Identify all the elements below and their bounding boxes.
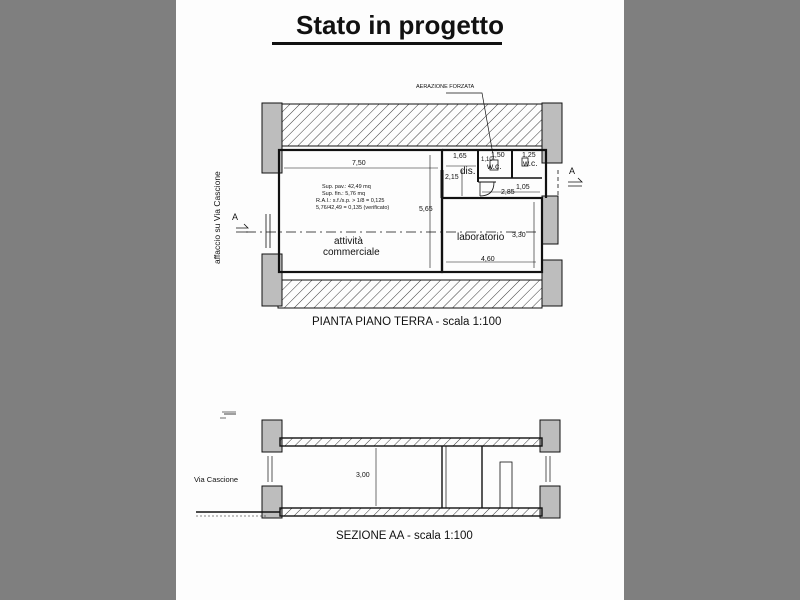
section-arrow-right	[568, 178, 582, 186]
room-label-hall: dis.	[460, 166, 476, 177]
dim-commercial-height: 5,65	[419, 206, 433, 213]
dim-wc2-width: 1,25	[522, 152, 536, 159]
surface-note-4: 5,76/42,49 = 0,135 (verificato)	[316, 205, 390, 211]
floor-plan	[236, 93, 582, 308]
plan-top-wall	[278, 104, 542, 146]
surface-note-1: Sup. pav.: 42,49 mq	[322, 184, 371, 190]
street-facade-label: affaccio su Via Cascione	[212, 171, 222, 264]
section-drawing	[196, 412, 560, 518]
dim-wc-depth: 1,05	[516, 184, 530, 191]
plan-caption: PIANTA PIANO TERRA - scala 1:100	[312, 316, 502, 328]
drawing-sheet	[176, 0, 624, 600]
plan-right-pillar-bottom	[542, 260, 562, 306]
section-mark-right: A	[569, 166, 576, 176]
section-caption: SEZIONE AA - scala 1:100	[336, 530, 473, 542]
surface-note-2: Sup. fin.: 5,76 mq	[322, 191, 366, 197]
architectural-drawing	[176, 0, 624, 600]
dim-corridor-width: 2,85	[501, 189, 515, 196]
dim-wc1-small: 1,10	[481, 157, 493, 163]
section-floor	[280, 508, 542, 516]
room-label-wc2: w.c.	[523, 158, 538, 168]
page-title: Stato in progetto	[296, 10, 504, 40]
dim-lab-height: 3,30	[512, 232, 526, 239]
dim-section-height: 3,00	[356, 472, 370, 479]
room-label-wc1: w.c.	[487, 161, 502, 171]
section-arrow-left	[236, 224, 248, 232]
ventilation-label: AERAZIONE FORZATA	[416, 84, 475, 90]
dim-lab-width: 4,60	[481, 256, 495, 263]
dim-wc1-width: 1,50	[491, 152, 505, 159]
section-ceiling	[280, 438, 542, 446]
dim-commercial-width: 7,50	[352, 160, 366, 167]
section-mark-left: A	[232, 212, 239, 222]
plan-bottom-wall	[278, 280, 542, 308]
dim-hall-height: 2,15	[445, 174, 459, 181]
room-label-lab: laboratorio	[457, 232, 505, 243]
surface-note-3: R.A.I.: s.f./s.p. > 1/8 = 0,125	[316, 198, 385, 204]
plan-right-pillar-mid	[542, 196, 558, 244]
room-label-commercial-line1: attività	[334, 236, 363, 247]
room-label-commercial-line2: commerciale	[323, 247, 380, 258]
section-street-label: Via Cascione	[194, 475, 239, 484]
dim-hall-width: 1,65	[453, 153, 467, 160]
